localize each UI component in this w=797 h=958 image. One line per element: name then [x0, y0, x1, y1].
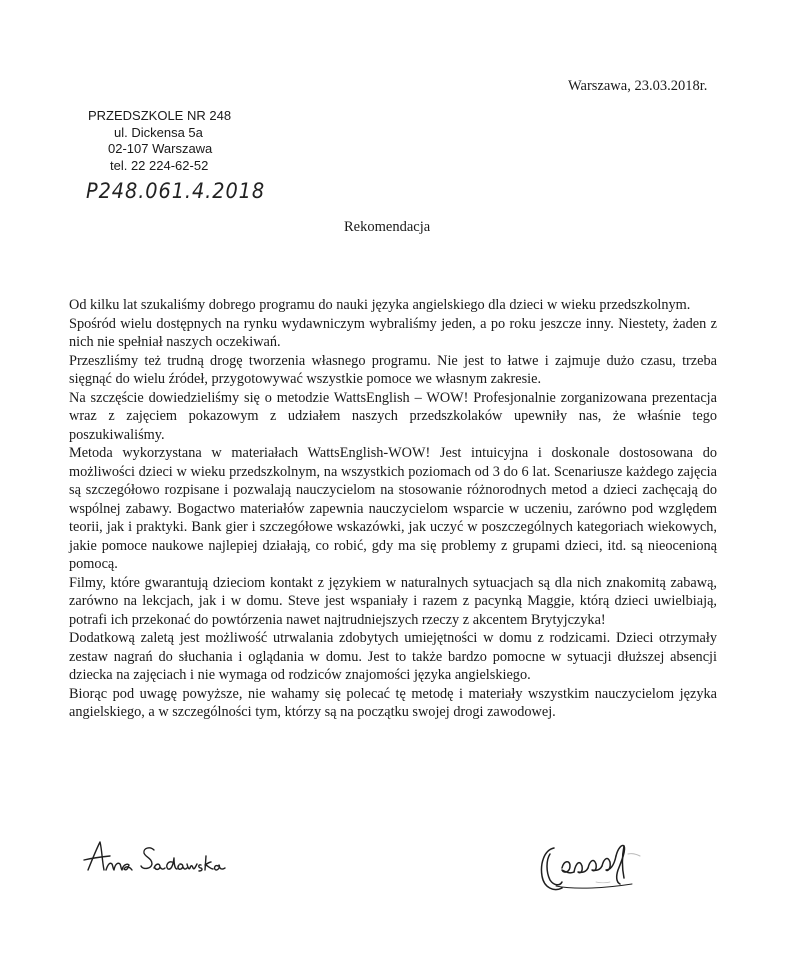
paragraph: Spośród wielu dostępnych na rynku wydawniczym wybraliśmy jeden, a po roku jeszcze inny. Niestety, żaden z nich nie spełniał naszych oczekiwań. [69, 315, 717, 350]
stamp-street: ul. Dickensa 5a [114, 124, 203, 140]
stamp-phone: tel. 22 224-62-52 [110, 157, 209, 173]
date-line: Warszawa, 23.03.2018r. [568, 78, 708, 94]
letter-body [69, 296, 717, 722]
paragraph: Filmy, które gwarantują dzieciom kontakt z językiem w naturalnych sytuacjach są dla nich znakomitą zabawą, zarówno na lekcjach, jak i w domu. Steve jest wspaniały i razem z pacynką Maggie, którą dzieci uwielbiają, potrafi ich przekonać do powtórzenia nawet najtrudniejszych rzeczy z akcentem Brytyjczyka! [69, 574, 717, 628]
school-stamp [88, 108, 264, 174]
paragraph: Przeszliśmy też trudną drogę tworzenia własnego programu. Nie jest to łatwe i zajmuje dużo czasu, trzeba sięgnąć do wielu źródeł, przygotowywać wszystkie pomoce we własnym zakresie. [69, 352, 717, 387]
document-title: Rekomendacja [344, 219, 431, 235]
paragraph: Od kilku lat szukaliśmy dobrego programu do nauki języka angielskiego dla dzieci w wieku przedszkolnym. [69, 297, 691, 313]
paragraph: Biorąc pod uwagę powyższe, nie wahamy się polecać tę metodę i materiały wszystkim nauczycielom języka angielskiego, a w szczególności tym, którzy są na początku swojej drogi zawodowej. [69, 685, 717, 720]
paragraph: Dodatkową zaletą jest możliwość utrwalania zdobytych umiejętności w domu z rodzicami. Dzieci otrzymały zestaw nagrań do słuchania i oglądania w domu. Jest to także bardzo pomocne w sytuacji dłuższej absencji dziecka na zajęciach i nie wymaga od rodziców znajomości języka angielskiego. [69, 630, 717, 683]
paragraph: Metoda wykorzystana w materiałach WattsEnglish-WOW! Jest intuicyjna i doskonale dostosowana do możliwości dzieci w wieku przedszkolnym, na wszystkich poziomach od 3 do 6 lat. Scenariusze każdego zajęcia są szczegółowo rozpisane i pozwalają nauczycielom na stosowanie różnorodnych metod a dzieci zachęcają do wspólnej zabawy. Bogactwo materiałów zapewnia nauczycielom wsparcie w uczeniu, zarówno pod względem teorii, jak i praktyki. Bank gier i szczegółowe wskazówki, jak uczyć w poszczególnych kategoriach wiekowych, jakie pomoce naukowe najlepiej działają, co robić, gdy ma się problemy z grupami dzieci, itd. są nieocenioną pomocą. [69, 445, 717, 572]
reference-number: P248.061.4.2018 [86, 179, 266, 203]
stamp-city: 02-107 Warszawa [108, 141, 213, 156]
handwritten-signature-right [536, 838, 652, 896]
stamp-name: PRZEDSZKOLE NR 248 [88, 108, 232, 123]
paragraph: Na szczęście dowiedzieliśmy się o metodzie WattsEnglish – WOW! Profesjonalnie zorganizowana prezentacja wraz z zajęciem pokazowym z udziałem naszych przedszkolaków upewniły nas, że właśnie tego poszukiwaliśmy. [69, 389, 717, 443]
